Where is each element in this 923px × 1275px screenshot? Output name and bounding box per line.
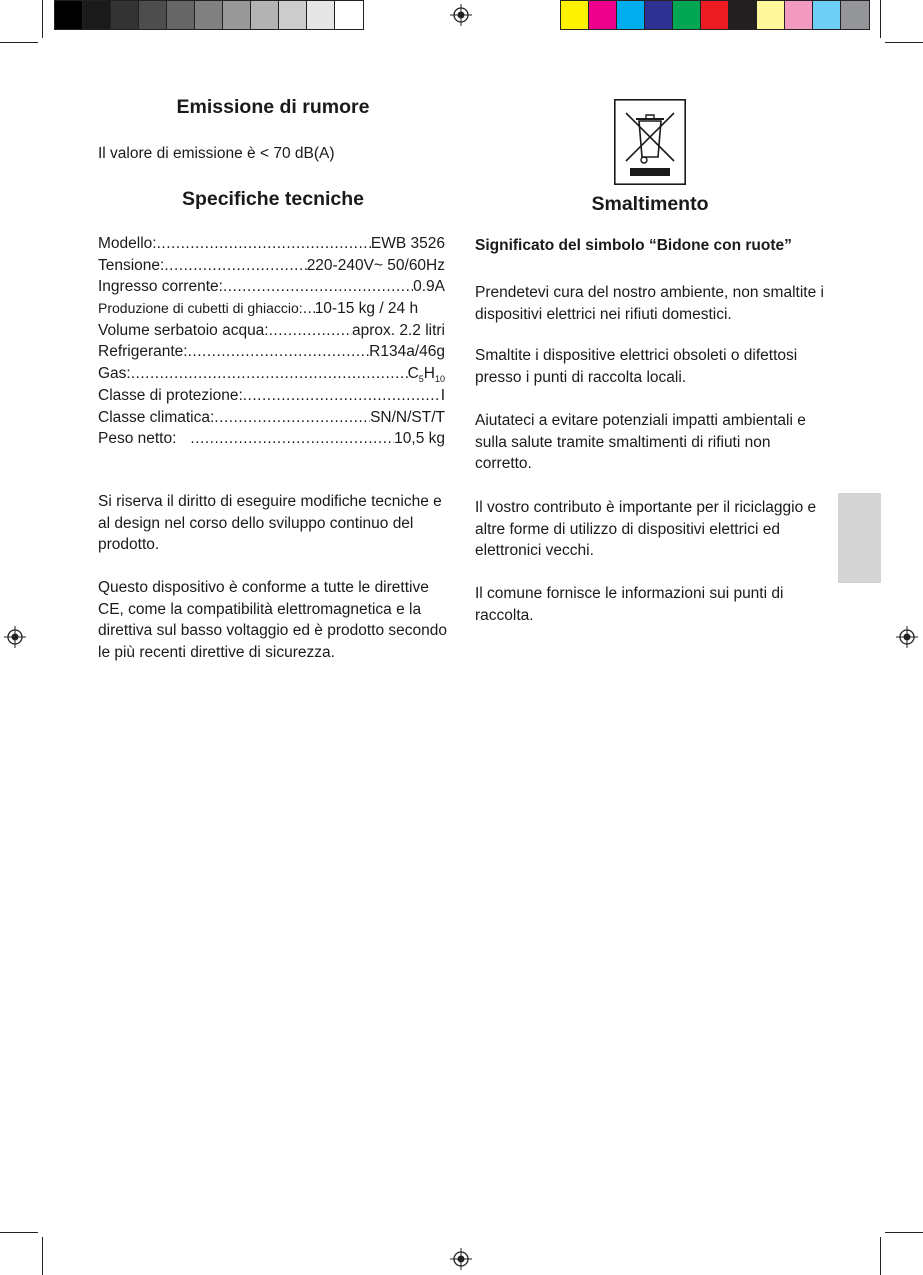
process-color-bar: [560, 0, 870, 30]
color-swatch: [757, 1, 785, 29]
specs-heading: Specifiche tecniche: [181, 188, 365, 210]
crossed-out-wheelie-bin-icon: [614, 99, 686, 185]
spec-label: Produzione di cubetti di ghiaccio:: [98, 300, 303, 317]
spec-label: Modello:: [98, 235, 157, 252]
disposal-paragraph: Il comune fornisce le informazioni sui punti di raccolta.: [475, 585, 784, 624]
spec-value: 10-15 kg / 24 h: [314, 300, 419, 318]
leader-dots: [190, 428, 394, 450]
registration-mark-icon: [450, 1248, 472, 1270]
conformity-notice: Questo dispositivo è conforme a tutte le direttive CE, come la compatibilità elettromagnetica e la direttiva sul basso voltaggio ed è prodotto secondo le più recenti direttive di sicurezza.: [98, 579, 447, 661]
spec-row-net-weight: [98, 428, 445, 450]
gray-swatch: [139, 1, 167, 29]
spec-value: I: [440, 386, 445, 404]
gas-formula-c: C: [407, 365, 419, 383]
leader-dots: [243, 385, 441, 407]
gas-formula-c-count: 5: [418, 374, 424, 385]
disposal-paragraph: Prendetevi cura del nostro ambiente, non smaltite i dispositivi elettrici nei rifiuti domestici.: [475, 284, 824, 323]
modification-notice: Si riserva il diritto di eseguire modifiche tecniche e al design nel corso dello sviluppo continuo del prodotto.: [98, 493, 442, 553]
color-swatch: [589, 1, 617, 29]
disposal-subheading: Significato del simbolo “Bidone con ruote”: [475, 237, 792, 254]
leader-dots: [269, 320, 352, 342]
gray-swatch: [55, 1, 83, 29]
disposal-heading: Smaltimento: [591, 193, 709, 215]
spec-label: Ingresso corrente:: [98, 278, 223, 296]
leader-dots: [164, 255, 306, 277]
color-swatch: [561, 1, 589, 29]
spec-label: Gas:: [98, 365, 131, 383]
gas-formula-h: H: [423, 365, 435, 383]
color-swatch: [701, 1, 729, 29]
color-swatch: [729, 1, 757, 29]
spec-row-climate-class: [98, 407, 445, 429]
leader-dots: [157, 233, 371, 255]
crop-mark: [42, 1237, 43, 1275]
color-swatch: [617, 1, 645, 29]
crop-mark: [0, 42, 38, 43]
gray-swatch: [167, 1, 195, 29]
color-swatch: [785, 1, 813, 29]
color-swatch: [673, 1, 701, 29]
spec-value: aprox. 2.2 litri: [351, 321, 445, 339]
spec-label: Volume serbatoio acqua:: [98, 321, 269, 339]
leader-dots: [214, 407, 370, 429]
color-swatch: [645, 1, 673, 29]
crop-mark: [880, 1237, 881, 1275]
spec-row-refrigerant: [98, 341, 445, 363]
gray-swatch: [83, 1, 111, 29]
spec-row-protection-class: [98, 385, 445, 407]
spec-value: R134a/46g: [369, 343, 445, 361]
gray-swatch: [111, 1, 139, 29]
gray-swatch: [195, 1, 223, 29]
spec-row-ice-production: [98, 298, 445, 320]
registration-mark-icon: [4, 626, 26, 648]
gray-swatch: [279, 1, 307, 29]
spec-value: SN/N/ST/T: [370, 408, 445, 426]
crop-mark: [42, 0, 43, 38]
crop-mark: [885, 42, 923, 43]
spec-label: Peso netto:: [98, 430, 177, 448]
gray-swatch: [223, 1, 251, 29]
spec-row-current: [98, 276, 445, 298]
color-swatch: [813, 1, 841, 29]
crop-mark: [885, 1232, 923, 1233]
spec-label: Classe di protezione:: [98, 386, 243, 404]
leader-dots: [131, 363, 408, 385]
gray-swatch: [251, 1, 279, 29]
spec-value: 220-240V~ 50/60Hz: [306, 256, 445, 274]
gas-formula-h-count: 10: [434, 374, 445, 385]
leader-dots: [223, 276, 413, 298]
specs-table: [98, 233, 445, 450]
grayscale-color-bar: [54, 0, 364, 30]
noise-value-text: Il valore di emissione è < 70 dB(A): [98, 145, 335, 162]
spec-label: Refrigerante:: [98, 343, 188, 361]
spec-label: Tensione:: [98, 256, 165, 274]
crop-mark: [880, 0, 881, 38]
spec-row-gas: [98, 363, 445, 385]
disposal-paragraph: Aiutateci a evitare potenziali impatti ambientali e sulla salute tramite smaltimenti di rifiuti non corretto.: [475, 412, 806, 472]
registration-mark-icon: [896, 626, 918, 648]
spec-value: EWB 3526: [370, 235, 445, 252]
leader-dots: [303, 298, 315, 320]
spec-value: 0.9A: [413, 278, 445, 296]
gray-swatch: [307, 1, 335, 29]
spec-row-voltage: [98, 255, 445, 277]
color-swatch: [841, 1, 869, 29]
registration-mark-icon: [450, 4, 472, 26]
language-side-tab: [838, 493, 881, 583]
gray-swatch: [335, 1, 363, 29]
spec-label: Classe climatica:: [98, 408, 215, 426]
spec-value: [408, 363, 445, 385]
disposal-paragraph: Smaltite i dispositive elettrici obsoleti o difettosi presso i punti di raccolta locali.: [475, 347, 798, 386]
spec-value: 10,5 kg: [394, 430, 445, 448]
crop-mark: [0, 1232, 38, 1233]
leader-dots: [188, 341, 370, 363]
noise-heading: Emissione di rumore: [176, 96, 370, 118]
disposal-paragraph: Il vostro contributo è importante per il riciclaggio e altre forme di utilizzo di dispositivi elettrici ed elettronici vecchi.: [475, 499, 817, 559]
spec-row-water-tank: [98, 320, 445, 342]
spec-row-model: [98, 233, 445, 255]
